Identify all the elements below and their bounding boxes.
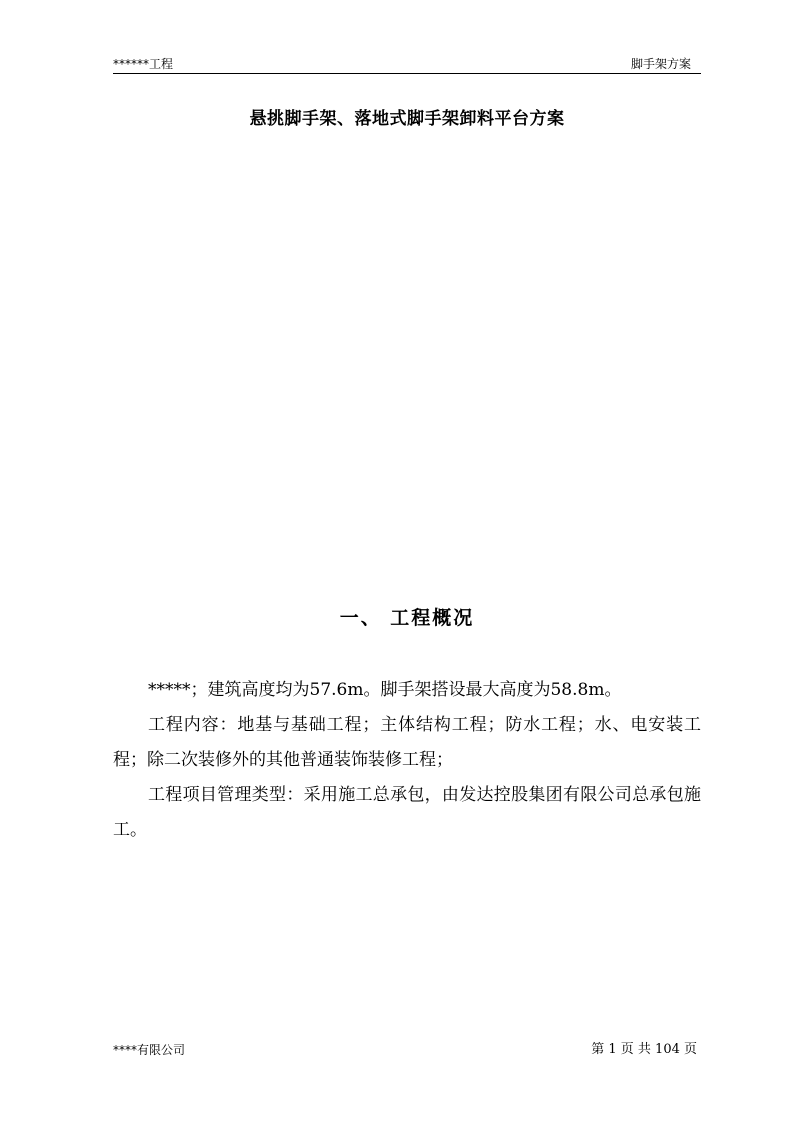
document-title: 悬挑脚手架、落地式脚手架卸料平台方案 bbox=[249, 109, 565, 129]
header-project-name: ******工程 bbox=[113, 57, 174, 71]
paragraph-text: *****；建筑高度均为57.6m。脚手架搭设最大高度为58.8m。 bbox=[148, 680, 622, 700]
footer-company: ****有限公司 bbox=[113, 1043, 186, 1057]
header-document-type: 脚手架方案 bbox=[630, 57, 691, 71]
page-footer bbox=[113, 1041, 701, 1059]
paragraph-management bbox=[113, 778, 701, 848]
page-number: 第 1 页 共 104 页 bbox=[591, 1042, 697, 1057]
paragraph-text: 工程项目管理类型：采用施工总承包，由发达控股集团有限公司总承包施工。 bbox=[113, 785, 701, 840]
paragraph-building-height bbox=[113, 673, 701, 708]
section-heading: 一、 工程概况 bbox=[339, 607, 475, 629]
paragraph-text: 工程内容：地基与基础工程；主体结构工程；防水工程；水、电安装工程；除二次装修外的其他普通装饰装修工程； bbox=[113, 715, 701, 770]
page-header bbox=[113, 56, 701, 74]
paragraph-scope bbox=[113, 708, 701, 778]
